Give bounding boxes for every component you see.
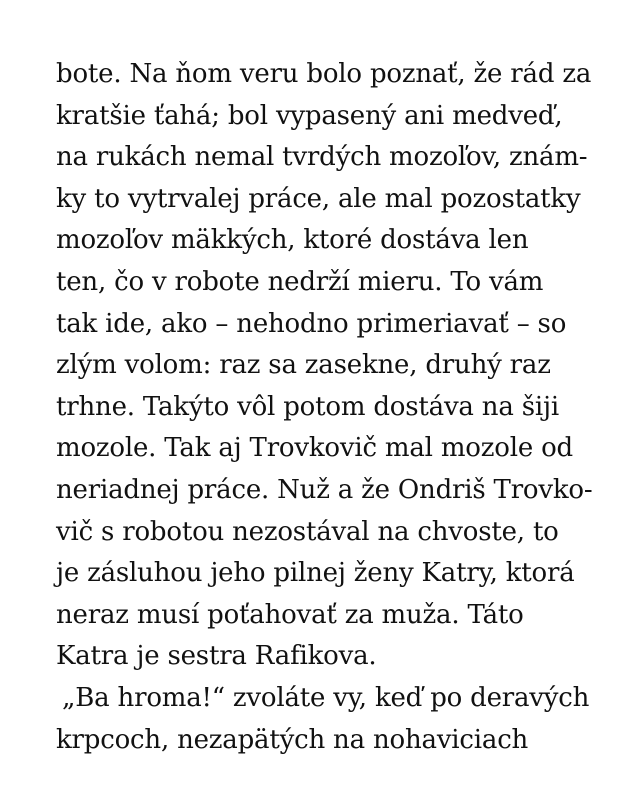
text-line-2: kratšie ťahá; bol vypasený ani medveď, xyxy=(56,100,563,131)
text-line-7: tak ide, ako – nehodno primeriavať – so xyxy=(56,308,567,339)
text-line-8: zlým volom: raz sa zasekne, druhý raz xyxy=(56,350,551,381)
text-line-1: bote. Na ňom veru bolo poznať, že rád za xyxy=(56,59,592,89)
text-line-9: trhne. Takýto vôl potom dostáva na šiji xyxy=(56,391,559,422)
text-line-14: neraz musí poťahovať za muža. Táto xyxy=(56,599,524,630)
text-line-16: „Ba hroma!“ zvoláte vy, keď po deravých xyxy=(62,682,590,713)
text-line-17: krpcoch, nezapätých na nohaviciach xyxy=(56,724,529,755)
text-line-6: ten, čo v robote nedrží mieru. To vám xyxy=(56,266,544,297)
text-line-5: mozoľov mäkkých, ktoré dostáva len xyxy=(56,225,529,256)
text-line-10: mozole. Tak aj Trovkovič mal mozole od xyxy=(56,433,573,464)
text-line-15: Katra je sestra Rafikova. xyxy=(56,641,377,672)
text-line-3: na rukách nemal tvrdých mozoľov, znám- xyxy=(56,142,588,173)
text-line-11: neriadnej práce. Nuž a že Ondriš Trovko- xyxy=(56,474,593,505)
body-text xyxy=(56,54,616,761)
text-line-13: je zásluhou jeho pilnej ženy Katry, ktorá xyxy=(56,558,575,589)
text-line-4: ky to vytrvalej práce, ale mal pozostatky xyxy=(56,183,581,214)
text-line-12: vič s robotou nezostával na chvoste, to xyxy=(56,516,559,547)
